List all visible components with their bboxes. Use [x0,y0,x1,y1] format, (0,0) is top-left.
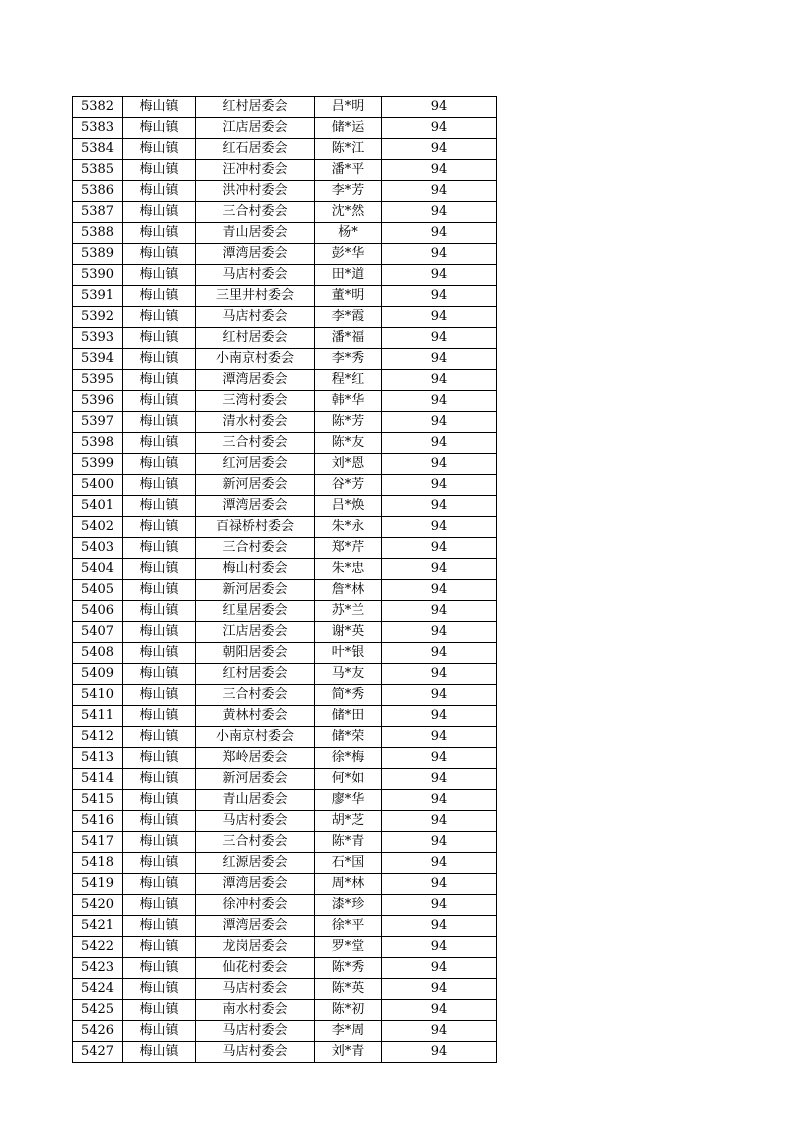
score-cell: 94 [382,1021,497,1042]
score-cell: 94 [382,958,497,979]
town-cell: 梅山镇 [123,454,196,475]
name-cell: 陈*芳 [315,412,382,433]
town-cell: 梅山镇 [123,1000,196,1021]
committee-cell: 江店居委会 [196,118,315,139]
committee-cell: 马店村委会 [196,811,315,832]
row-number-cell: 5417 [73,832,123,853]
table-row [73,517,497,538]
score-cell: 94 [382,937,497,958]
score-cell: 94 [382,874,497,895]
name-cell: 陈*秀 [315,958,382,979]
table-row [73,391,497,412]
row-number-cell: 5392 [73,307,123,328]
committee-cell: 仙花村委会 [196,958,315,979]
row-number-cell: 5422 [73,937,123,958]
town-cell: 梅山镇 [123,391,196,412]
committee-cell: 红村居委会 [196,97,315,118]
name-cell: 苏*兰 [315,601,382,622]
name-cell: 詹*林 [315,580,382,601]
score-cell: 94 [382,202,497,223]
town-cell: 梅山镇 [123,328,196,349]
table-row [73,328,497,349]
score-cell: 94 [382,97,497,118]
score-cell: 94 [382,391,497,412]
town-cell: 梅山镇 [123,664,196,685]
name-cell: 韩*华 [315,391,382,412]
committee-cell: 三合村委会 [196,685,315,706]
score-cell: 94 [382,685,497,706]
score-cell: 94 [382,769,497,790]
committee-cell: 百禄桥村委会 [196,517,315,538]
score-cell: 94 [382,559,497,580]
table-row [73,475,497,496]
town-cell: 梅山镇 [123,937,196,958]
name-cell: 董*明 [315,286,382,307]
town-cell: 梅山镇 [123,958,196,979]
name-cell: 田*道 [315,265,382,286]
row-number-cell: 5425 [73,1000,123,1021]
table-row [73,97,497,118]
committee-cell: 马店村委会 [196,1042,315,1063]
score-cell: 94 [382,748,497,769]
name-cell: 沈*然 [315,202,382,223]
committee-cell: 马店村委会 [196,307,315,328]
row-number-cell: 5395 [73,370,123,391]
town-cell: 梅山镇 [123,979,196,1000]
committee-cell: 新河居委会 [196,580,315,601]
table-row [73,265,497,286]
committee-cell: 马店村委会 [196,265,315,286]
table-row [73,244,497,265]
table-row [73,160,497,181]
name-cell: 陈*江 [315,139,382,160]
row-number-cell: 5387 [73,202,123,223]
score-cell: 94 [382,727,497,748]
town-cell: 梅山镇 [123,790,196,811]
row-number-cell: 5409 [73,664,123,685]
table-row [73,895,497,916]
name-cell: 何*如 [315,769,382,790]
committee-cell: 新河居委会 [196,769,315,790]
town-cell: 梅山镇 [123,349,196,370]
row-number-cell: 5401 [73,496,123,517]
table-row [73,433,497,454]
town-cell: 梅山镇 [123,496,196,517]
town-cell: 梅山镇 [123,727,196,748]
table-row [73,916,497,937]
town-cell: 梅山镇 [123,433,196,454]
table-row [73,139,497,160]
name-cell: 刘*恩 [315,454,382,475]
table-row [73,1042,497,1063]
committee-cell: 徐冲村委会 [196,895,315,916]
committee-cell: 潭湾居委会 [196,874,315,895]
committee-cell: 小南京村委会 [196,349,315,370]
committee-cell: 红村居委会 [196,664,315,685]
town-cell: 梅山镇 [123,622,196,643]
committee-cell: 红村居委会 [196,328,315,349]
name-cell: 廖*华 [315,790,382,811]
committee-cell: 红源居委会 [196,853,315,874]
committee-cell: 三合村委会 [196,538,315,559]
table-body [73,97,497,1063]
name-cell: 潘*福 [315,328,382,349]
row-number-cell: 5423 [73,958,123,979]
row-number-cell: 5396 [73,391,123,412]
table-row [73,559,497,580]
town-cell: 梅山镇 [123,286,196,307]
committee-cell: 三湾村委会 [196,391,315,412]
score-cell: 94 [382,916,497,937]
name-cell: 储*荣 [315,727,382,748]
committee-cell: 三合村委会 [196,433,315,454]
town-cell: 梅山镇 [123,832,196,853]
table-row [73,622,497,643]
town-cell: 梅山镇 [123,559,196,580]
name-cell: 潘*平 [315,160,382,181]
town-cell: 梅山镇 [123,517,196,538]
score-cell: 94 [382,601,497,622]
name-cell: 徐*梅 [315,748,382,769]
score-cell: 94 [382,580,497,601]
score-cell: 94 [382,370,497,391]
table-row [73,370,497,391]
committee-cell: 青山居委会 [196,790,315,811]
score-cell: 94 [382,790,497,811]
committee-cell: 三合村委会 [196,202,315,223]
row-number-cell: 5415 [73,790,123,811]
row-number-cell: 5397 [73,412,123,433]
row-number-cell: 5424 [73,979,123,1000]
committee-cell: 潭湾居委会 [196,370,315,391]
name-cell: 周*林 [315,874,382,895]
row-number-cell: 5404 [73,559,123,580]
row-number-cell: 5410 [73,685,123,706]
score-cell: 94 [382,412,497,433]
committee-cell: 郑岭居委会 [196,748,315,769]
row-number-cell: 5420 [73,895,123,916]
name-cell: 储*运 [315,118,382,139]
name-cell: 陈*初 [315,1000,382,1021]
table-row [73,664,497,685]
town-cell: 梅山镇 [123,853,196,874]
name-cell: 程*红 [315,370,382,391]
town-cell: 梅山镇 [123,580,196,601]
name-cell: 李*周 [315,1021,382,1042]
row-number-cell: 5399 [73,454,123,475]
row-number-cell: 5427 [73,1042,123,1063]
table-row [73,958,497,979]
committee-cell: 新河居委会 [196,475,315,496]
score-cell: 94 [382,181,497,202]
committee-cell: 红星居委会 [196,601,315,622]
score-cell: 94 [382,895,497,916]
score-cell: 94 [382,286,497,307]
row-number-cell: 5406 [73,601,123,622]
name-cell: 郑*芹 [315,538,382,559]
name-cell: 漆*珍 [315,895,382,916]
table-row [73,727,497,748]
score-cell: 94 [382,517,497,538]
committee-cell: 潭湾居委会 [196,916,315,937]
name-cell: 谢*英 [315,622,382,643]
committee-cell: 潭湾居委会 [196,244,315,265]
table-row [73,538,497,559]
score-cell: 94 [382,1042,497,1063]
table-row [73,643,497,664]
town-cell: 梅山镇 [123,916,196,937]
table-row [73,118,497,139]
score-cell: 94 [382,139,497,160]
name-cell: 谷*芳 [315,475,382,496]
committee-cell: 南水村委会 [196,1000,315,1021]
row-number-cell: 5405 [73,580,123,601]
committee-cell: 洪冲村委会 [196,181,315,202]
row-number-cell: 5398 [73,433,123,454]
name-cell: 陈*青 [315,832,382,853]
committee-cell: 龙岗居委会 [196,937,315,958]
row-number-cell: 5408 [73,643,123,664]
name-cell: 陈*友 [315,433,382,454]
name-cell: 胡*芝 [315,811,382,832]
row-number-cell: 5411 [73,706,123,727]
committee-cell: 清水村委会 [196,412,315,433]
town-cell: 梅山镇 [123,538,196,559]
score-cell: 94 [382,706,497,727]
name-cell: 朱*永 [315,517,382,538]
name-cell: 简*秀 [315,685,382,706]
row-number-cell: 5412 [73,727,123,748]
town-cell: 梅山镇 [123,895,196,916]
town-cell: 梅山镇 [123,307,196,328]
row-number-cell: 5385 [73,160,123,181]
name-cell: 吕*明 [315,97,382,118]
score-cell: 94 [382,979,497,1000]
committee-cell: 三合村委会 [196,832,315,853]
row-number-cell: 5416 [73,811,123,832]
row-number-cell: 5421 [73,916,123,937]
committee-cell: 小南京村委会 [196,727,315,748]
row-number-cell: 5413 [73,748,123,769]
committee-cell: 红石居委会 [196,139,315,160]
table-row [73,790,497,811]
table-row [73,937,497,958]
row-number-cell: 5386 [73,181,123,202]
row-number-cell: 5394 [73,349,123,370]
score-cell: 94 [382,832,497,853]
row-number-cell: 5418 [73,853,123,874]
town-cell: 梅山镇 [123,811,196,832]
town-cell: 梅山镇 [123,223,196,244]
score-cell: 94 [382,853,497,874]
name-cell: 马*友 [315,664,382,685]
committee-cell: 江店居委会 [196,622,315,643]
table-row [73,412,497,433]
committee-cell: 梅山村委会 [196,559,315,580]
row-number-cell: 5402 [73,517,123,538]
score-cell: 94 [382,118,497,139]
town-cell: 梅山镇 [123,202,196,223]
row-number-cell: 5403 [73,538,123,559]
committee-cell: 朝阳居委会 [196,643,315,664]
table-row [73,874,497,895]
score-cell: 94 [382,433,497,454]
score-cell: 94 [382,328,497,349]
town-cell: 梅山镇 [123,769,196,790]
name-cell: 徐*平 [315,916,382,937]
town-cell: 梅山镇 [123,244,196,265]
score-cell: 94 [382,454,497,475]
town-cell: 梅山镇 [123,118,196,139]
name-cell: 吕*焕 [315,496,382,517]
score-cell: 94 [382,475,497,496]
table-row [73,202,497,223]
row-number-cell: 5407 [73,622,123,643]
score-cell: 94 [382,1000,497,1021]
committee-cell: 马店村委会 [196,979,315,1000]
table-row [73,580,497,601]
score-cell: 94 [382,496,497,517]
row-number-cell: 5383 [73,118,123,139]
score-cell: 94 [382,664,497,685]
table-row [73,853,497,874]
name-cell: 罗*堂 [315,937,382,958]
town-cell: 梅山镇 [123,265,196,286]
table-row [73,832,497,853]
table-row [73,1000,497,1021]
town-cell: 梅山镇 [123,181,196,202]
name-cell: 杨* [315,223,382,244]
score-cell: 94 [382,622,497,643]
name-cell: 刘*青 [315,1042,382,1063]
row-number-cell: 5419 [73,874,123,895]
table-row [73,307,497,328]
table-row [73,223,497,244]
row-number-cell: 5393 [73,328,123,349]
town-cell: 梅山镇 [123,139,196,160]
row-number-cell: 5400 [73,475,123,496]
score-cell: 94 [382,265,497,286]
row-number-cell: 5382 [73,97,123,118]
score-cell: 94 [382,643,497,664]
score-cell: 94 [382,811,497,832]
town-cell: 梅山镇 [123,1021,196,1042]
table-row [73,496,497,517]
name-cell: 石*国 [315,853,382,874]
table-row [73,349,497,370]
score-cell: 94 [382,349,497,370]
town-cell: 梅山镇 [123,1042,196,1063]
table-row [73,685,497,706]
town-cell: 梅山镇 [123,412,196,433]
score-cell: 94 [382,160,497,181]
table-row [73,181,497,202]
town-cell: 梅山镇 [123,601,196,622]
table-row [73,1021,497,1042]
name-cell: 朱*忠 [315,559,382,580]
committee-cell: 马店村委会 [196,1021,315,1042]
committee-cell: 红河居委会 [196,454,315,475]
town-cell: 梅山镇 [123,706,196,727]
table-row [73,286,497,307]
town-cell: 梅山镇 [123,160,196,181]
committee-cell: 潭湾居委会 [196,496,315,517]
row-number-cell: 5414 [73,769,123,790]
name-cell: 李*霞 [315,307,382,328]
table-row [73,769,497,790]
table-row [73,454,497,475]
row-number-cell: 5384 [73,139,123,160]
row-number-cell: 5391 [73,286,123,307]
town-cell: 梅山镇 [123,97,196,118]
score-cell: 94 [382,538,497,559]
town-cell: 梅山镇 [123,475,196,496]
row-number-cell: 5389 [73,244,123,265]
name-cell: 储*田 [315,706,382,727]
town-cell: 梅山镇 [123,643,196,664]
row-number-cell: 5426 [73,1021,123,1042]
town-cell: 梅山镇 [123,748,196,769]
name-cell: 叶*银 [315,643,382,664]
town-cell: 梅山镇 [123,874,196,895]
town-cell: 梅山镇 [123,685,196,706]
name-cell: 李*芳 [315,181,382,202]
score-cell: 94 [382,307,497,328]
committee-cell: 青山居委会 [196,223,315,244]
table-row [73,979,497,1000]
committee-cell: 三里井村委会 [196,286,315,307]
name-cell: 陈*英 [315,979,382,1000]
name-cell: 彭*华 [315,244,382,265]
score-cell: 94 [382,223,497,244]
town-cell: 梅山镇 [123,370,196,391]
row-number-cell: 5390 [73,265,123,286]
table-row [73,811,497,832]
committee-cell: 汪冲村委会 [196,160,315,181]
table-row [73,601,497,622]
table-row [73,748,497,769]
name-cell: 李*秀 [315,349,382,370]
table-row [73,706,497,727]
data-table [72,96,497,1063]
score-cell: 94 [382,244,497,265]
row-number-cell: 5388 [73,223,123,244]
committee-cell: 黄林村委会 [196,706,315,727]
